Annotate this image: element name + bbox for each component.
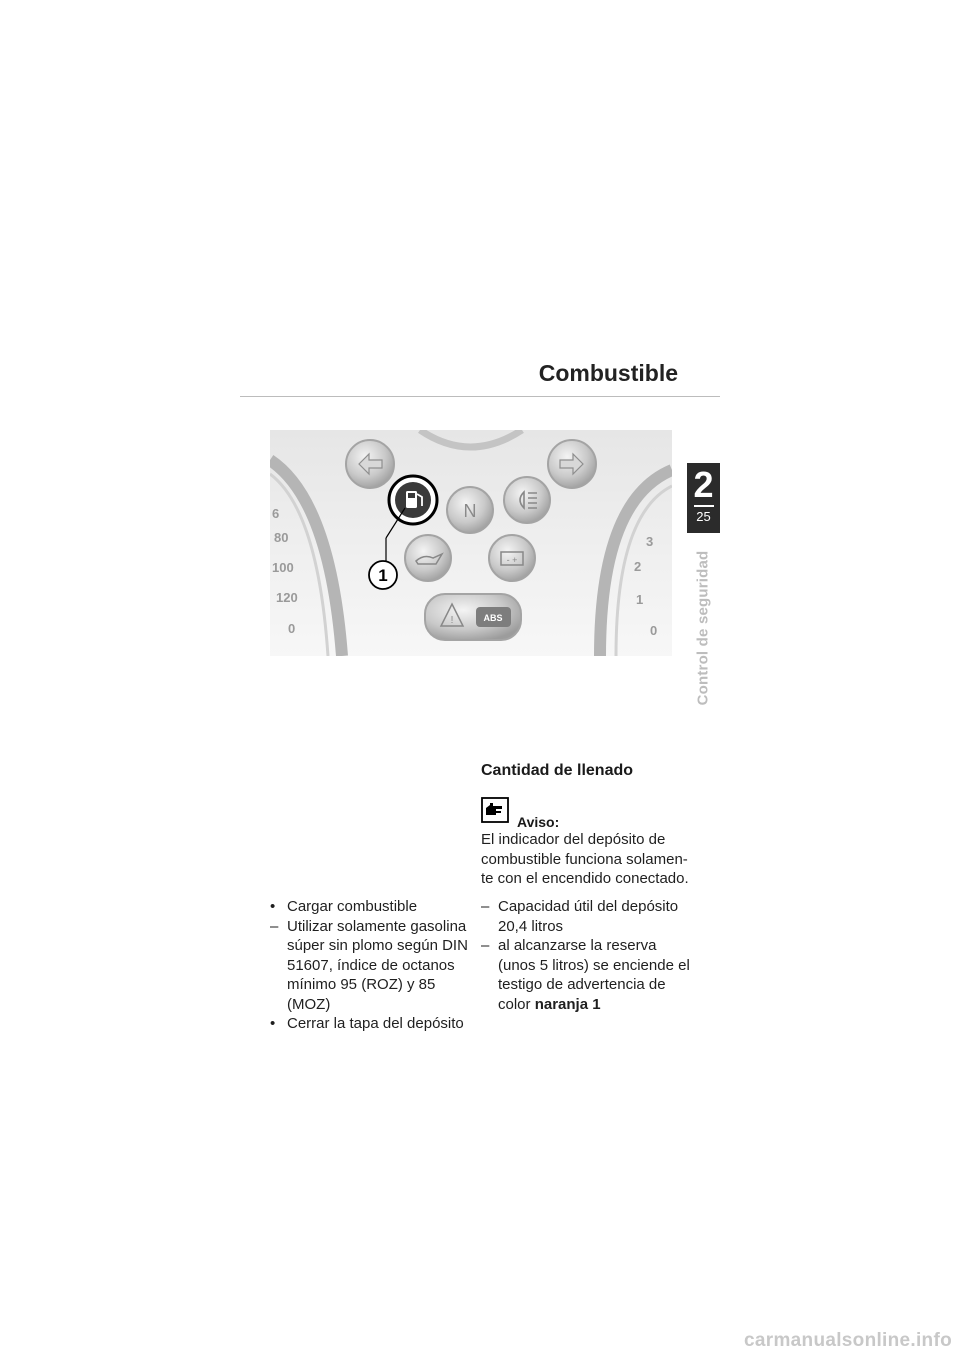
right-gauge-tick: 2 — [634, 559, 642, 574]
svg-text:ABS: ABS — [483, 613, 503, 623]
left-gauge-tick: 80 — [274, 530, 289, 545]
instructions-right-column — [481, 897, 691, 1014]
section-side-label: Control de seguridad — [694, 550, 712, 706]
turn-left-indicator — [346, 440, 394, 488]
oil-pressure-indicator — [405, 535, 451, 581]
list-item: • Cerrar la tapa del depósito — [270, 1015, 464, 1032]
high-beam-indicator — [504, 477, 550, 523]
right-gauge-tick: 1 — [636, 592, 644, 607]
instrument-cluster-figure — [270, 430, 672, 656]
list-item: – Utilizar solamente gasolina súper sin plomo según DIN 51607, índice de octanos mínimo 95 (ROZ) y 85 (MOZ) — [270, 917, 468, 1013]
list-item: – Capacidad útil del depósito 20,4 litros — [481, 898, 679, 935]
callout-number: 1 — [378, 566, 388, 585]
svg-text:- +: - + — [506, 555, 518, 565]
note-label: Aviso: — [517, 814, 560, 830]
page-title: Combustible — [538, 360, 678, 386]
left-gauge-tick: 6 — [272, 506, 280, 521]
svg-text:!: ! — [450, 615, 454, 626]
hazard-abs-indicator — [425, 594, 521, 640]
right-gauge-tick: 3 — [646, 534, 654, 549]
chapter-number: 2 — [693, 464, 714, 505]
battery-indicator — [489, 535, 535, 581]
chapter-tab — [687, 463, 720, 533]
list-item: • Cargar combustible — [270, 898, 418, 915]
fuel-warning-indicator — [389, 476, 437, 524]
watermark-link[interactable]: carmanualsonline.info — [744, 1330, 952, 1351]
page-number: 25 — [696, 509, 711, 524]
instructions-left-column — [270, 897, 475, 1034]
turn-right-indicator — [548, 440, 596, 488]
svg-text:N: N — [463, 501, 477, 521]
note-text: El indicador del depósito de combustible funciona solamen-te con el encendido conectado. — [481, 831, 689, 887]
warning-color: naranja 1 — [534, 995, 601, 1013]
neutral-indicator — [447, 487, 493, 533]
left-gauge-tick: 120 — [276, 590, 298, 605]
left-gauge-tick: 0 — [288, 621, 296, 636]
tab-divider — [694, 505, 714, 507]
right-gauge-tick: 0 — [650, 623, 658, 638]
list-item: – al alcanzarse la reserva (unos 5 litros) se enciende el testigo de advertencia de color naranja 1 — [481, 937, 690, 1013]
section-heading: Cantidad de llenado — [481, 762, 634, 779]
left-gauge-tick: 100 — [272, 560, 294, 575]
title-divider — [240, 396, 720, 397]
note-icon — [481, 797, 509, 823]
